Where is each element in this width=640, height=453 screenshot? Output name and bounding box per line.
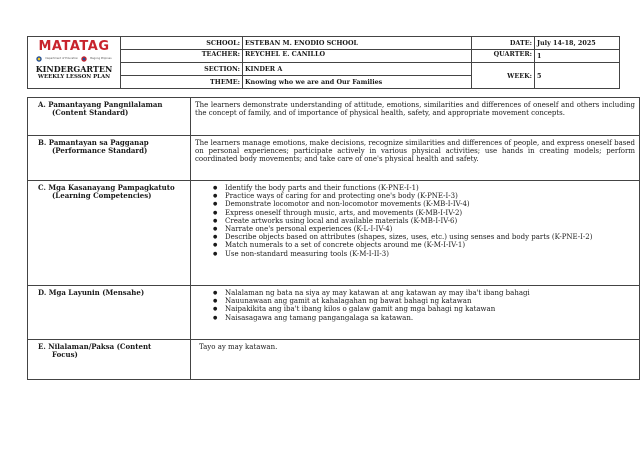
objectives-list: [191, 286, 640, 340]
table-row: [28, 340, 640, 380]
list-item: ● Nalalaman ng bata na siya ay may katawan at ang katawan ay may iba't ibang bahagi: [225, 289, 635, 297]
section-label: SECTION:: [121, 63, 243, 76]
competencies-list: [191, 181, 640, 286]
teacher-label: TEACHER:: [121, 50, 243, 63]
content-standard-text: The learners demonstrate understanding of attitude, emotions, similarities and differences of oneself and others including the concept of family, and of importance of physical health, safety, and appropriate movement concepts.: [191, 98, 640, 136]
deped-seal-icon: [36, 56, 42, 62]
list-item: ● Match numerals to a set of concrete objects around me (K-M-I-IV-1): [225, 241, 635, 249]
school-value: ESTEBAN M. ENODIO SCHOOL: [243, 37, 472, 50]
list-item: ● Practice ways of caring for and protecting one's body (K-PNE-I-3): [225, 192, 635, 200]
table-row: [28, 98, 640, 136]
deped-label: Department of Education: [45, 57, 79, 60]
bagong-pilipinas-label: Bagong Pilipinas: [90, 57, 112, 60]
school-label: SCHOOL:: [121, 37, 243, 50]
list-item: ● Nauunawaan ang gamit at kahalagahan ng bawat bahagi ng katawan: [225, 297, 635, 305]
doc-subtitle: WEEKLY LESSON PLAN: [37, 74, 111, 80]
table-row: [28, 136, 640, 181]
list-item: ● Identify the body parts and their functions (K-PNE-I-1): [225, 184, 635, 192]
matatag-logo: MATATAG: [38, 39, 110, 54]
table-row: [28, 181, 640, 286]
week-value: 5: [535, 63, 620, 89]
date-label: DATE:: [472, 37, 535, 50]
bagong-pilipinas-seal-icon: [81, 56, 87, 62]
table-row: [28, 286, 640, 340]
list-item: ● Naisasagawa ang tamang pangangalaga sa katawan.: [225, 314, 635, 322]
partner-logos: [30, 55, 118, 63]
row-label: D. Mga Layunin (Mensahe): [28, 286, 191, 340]
list-item: ● Narrate one's personal experiences (K-L-I-IV-4): [225, 225, 635, 233]
doc-title: KINDERGARTEN: [35, 64, 113, 74]
theme-label: THEME:: [121, 76, 243, 89]
header-table: [27, 36, 620, 89]
quarter-label: QUARTER:: [472, 50, 535, 63]
date-value: July 14-18, 2025: [535, 37, 620, 50]
list-item: ● Express oneself through music, arts, and movements (K-MB-I-IV-2): [225, 209, 635, 217]
row-label: B. Pamantayan sa Pagganap (Performance Standard): [28, 136, 191, 181]
list-item: ● Create artworks using local and available materials (K-MB-I-IV-6): [225, 217, 635, 225]
content-focus-text: Tayo ay may katawan.: [191, 340, 640, 380]
list-item: ● Describe objects based on attributes (shapes, sizes, uses, etc.) using senses and body parts (K-PNE-I-2): [225, 233, 635, 241]
list-item: ● Use non-standard measuring tools (K-M-I-II-3): [225, 250, 635, 258]
row-label: E. Nilalaman/Paksa (Content Focus): [28, 340, 191, 380]
row-label: C. Mga Kasanayang Pampagkatuto (Learning Competencies): [28, 181, 191, 286]
quarter-value: 1: [535, 50, 620, 63]
row-label: A. Pamantayang Pangnilalaman (Content Standard): [28, 98, 191, 136]
performance-standard-text: The learners manage emotions, make decisions, recognize similarities and differences of people, and express oneself based on personal experiences; participate actively in various physical activities; use hands in creating models; perform coordinated body movements; and take care of one's physical health and safety.: [191, 136, 640, 181]
lesson-plan-table: [27, 97, 640, 380]
logo-cell: [28, 37, 121, 89]
list-item: ● Naipakikita ang iba't ibang kilos o galaw gamit ang mga bahagi ng katawan: [225, 305, 635, 313]
list-item: ● Demonstrate locomotor and non-locomotor movements (K-MB-I-IV-4): [225, 200, 635, 208]
theme-value: Knowing who we are and Our Families: [243, 76, 472, 89]
teacher-value: REYCHEL E. CANILLO: [243, 50, 472, 63]
week-label: WEEK:: [472, 63, 535, 89]
section-value: KINDER A: [243, 63, 472, 76]
